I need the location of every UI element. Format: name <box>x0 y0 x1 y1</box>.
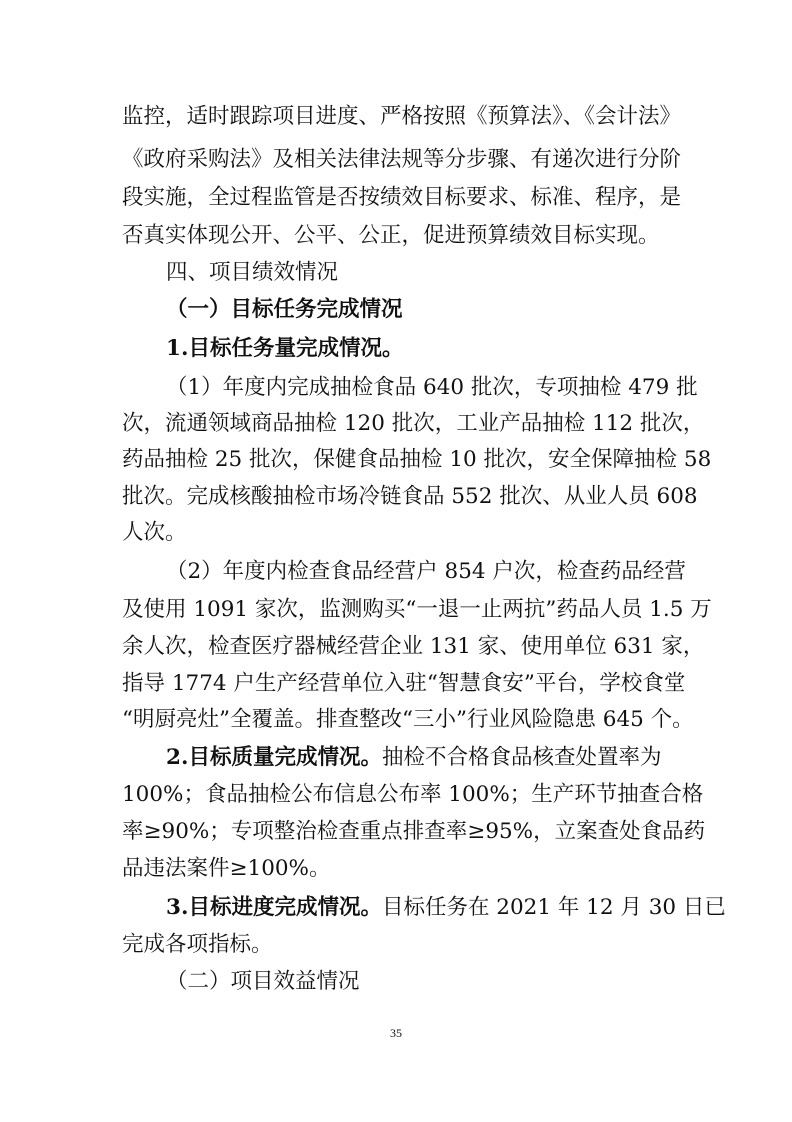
paragraph-line: 指导 1774 户生产经营单位入驻“智慧食安”平台，学校食堂 <box>122 671 686 696</box>
paragraph-line: 人次。 <box>122 520 187 545</box>
item-heading: 3.目标进度完成情况。 <box>166 895 382 920</box>
paragraph-line: 余人次，检查医疗器械经营企业 131 家、使用单位 631 家， <box>122 634 705 659</box>
paragraph-line: （1）年度内完成抽检食品 640 批次，专项抽检 479 批 <box>166 375 698 400</box>
subsection-heading: （二）项目效益情况 <box>166 969 360 994</box>
paragraph-text: 抽检不合格食品核查处置率为 <box>381 745 662 770</box>
paragraph-text: 目标任务在 2021 年 12 月 30 日已 <box>381 895 726 920</box>
item-heading: 2.目标质量完成情况。 <box>166 745 382 770</box>
paragraph-line: 品违法案件≥100%。 <box>122 856 331 881</box>
paragraph-line: 及使用 1091 家次，监测购买“一退一止两抗”药品人员 1.5 万 <box>122 597 712 622</box>
section-heading: 四、项目绩效情况 <box>166 260 339 285</box>
paragraph-line: 《政府采购法》及相关法律法规等分步骤、有递次进行分阶 <box>122 147 682 172</box>
paragraph-line: 批次。完成核酸抽检市场冷链食品 552 批次、从业人员 608 <box>122 484 698 509</box>
page-number: 35 <box>390 1026 402 1040</box>
paragraph-line: 否真实体现公开、公平、公正，促进预算绩效目标实现。 <box>122 223 660 248</box>
paragraph-line: （2）年度内检查食品经营户 854 户次，检查药品经营 <box>166 559 686 584</box>
item-heading: 1.目标任务量完成情况。 <box>166 336 404 361</box>
paragraph-line <box>166 897 726 919</box>
paragraph-line <box>166 747 661 769</box>
paragraph-line: “明厨亮灶”全覆盖。排查整改“三小”行业风险隐患 645 个。 <box>122 707 694 732</box>
paragraph-line: 完成各项指标。 <box>122 932 273 957</box>
paragraph-line: 监控，适时跟踪项目进度、严格按照《预算法》、《会计法》 <box>122 104 682 129</box>
paragraph-line: 100%；食品抽检公布信息公布率 100%；生产环节抽查合格 <box>122 782 704 807</box>
paragraph-line: 率≥90%；专项整治检查重点排查率≥95%，立案查处食品药 <box>122 819 706 844</box>
paragraph-line: 次，流通领域商品抽检 120 批次，工业产品抽检 112 批次， <box>122 411 705 436</box>
paragraph-line: 药品抽检 25 批次，保健食品抽检 10 批次，安全保障抽检 58 <box>122 447 712 472</box>
paragraph-line: 段实施，全过程监管是否按绩效目标要求、标准、程序，是 <box>122 185 682 210</box>
subsection-heading: （一）目标任务完成情况 <box>166 297 403 322</box>
